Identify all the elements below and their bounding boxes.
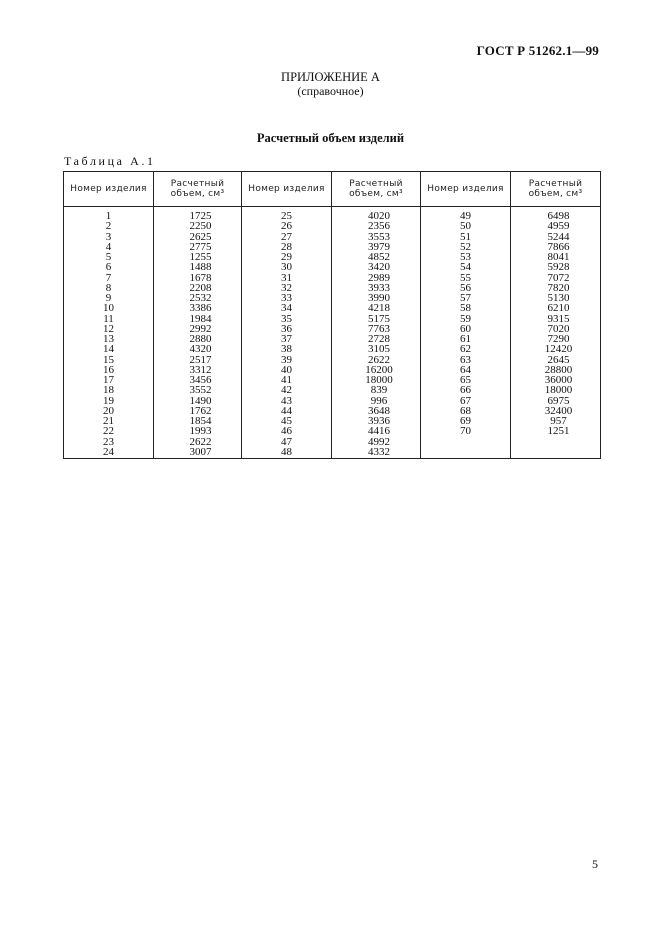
item-number-cell: 40 — [242, 365, 332, 375]
item-number-cell: 9 — [64, 293, 154, 303]
item-number-cell: 10 — [64, 303, 154, 313]
item-number-cell: 6 — [64, 262, 154, 272]
table-row — [64, 426, 601, 436]
item-number-cell: 34 — [242, 303, 332, 313]
table-row — [64, 262, 601, 272]
item-number-cell: 33 — [242, 293, 332, 303]
item-number-cell: 35 — [242, 314, 332, 324]
volume-cell: 1678 — [154, 273, 242, 283]
volume-cell: 4218 — [332, 303, 421, 313]
table-row — [64, 416, 601, 426]
volume-cell: 3312 — [154, 365, 242, 375]
item-number-cell: 67 — [421, 396, 511, 406]
table-label: Таблица А.1 — [64, 154, 156, 168]
volume-table — [63, 171, 601, 459]
document-code: ГОСТ Р 51262.1—99 — [476, 43, 599, 58]
appendix-title: ПРИЛОЖЕНИЕ А — [281, 70, 380, 84]
item-number-cell: 31 — [242, 273, 332, 283]
item-number-cell: 22 — [64, 426, 154, 436]
table-row — [64, 406, 601, 416]
volume-cell: 28800 — [511, 365, 601, 375]
item-number-cell: 41 — [242, 375, 332, 385]
table-row — [64, 334, 601, 344]
item-number-cell: 30 — [242, 262, 332, 272]
item-number-cell: 48 — [242, 447, 332, 459]
volume-cell: 3990 — [332, 293, 421, 303]
item-number-cell: 70 — [421, 426, 511, 436]
volume-cell: 3936 — [332, 416, 421, 426]
item-number-cell: 7 — [64, 273, 154, 283]
item-number-cell: 23 — [64, 437, 154, 447]
volume-cell: 12420 — [511, 344, 601, 354]
volume-cell: 4020 — [332, 207, 421, 222]
item-number-cell: 15 — [64, 355, 154, 365]
item-number-cell: 57 — [421, 293, 511, 303]
item-number-cell: 63 — [421, 355, 511, 365]
item-number-cell: 17 — [64, 375, 154, 385]
item-number-cell: 50 — [421, 221, 511, 231]
volume-cell: 18000 — [511, 385, 601, 395]
item-number-cell: 5 — [64, 252, 154, 262]
item-number-cell: 37 — [242, 334, 332, 344]
table-row — [64, 221, 601, 231]
volume-cell: 7820 — [511, 283, 601, 293]
volume-cell: 4992 — [332, 437, 421, 447]
item-number-cell: 59 — [421, 314, 511, 324]
item-number-cell: 21 — [64, 416, 154, 426]
volume-cell — [511, 447, 601, 459]
column-header: Расчетный объем, см³ — [154, 172, 242, 207]
item-number-cell: 25 — [242, 207, 332, 222]
table-row — [64, 252, 601, 262]
volume-cell: 3105 — [332, 344, 421, 354]
volume-cell: 5130 — [511, 293, 601, 303]
column-header: Номер изделия — [242, 172, 332, 207]
item-number-cell: 28 — [242, 242, 332, 252]
volume-cell: 36000 — [511, 375, 601, 385]
item-number-cell: 27 — [242, 232, 332, 242]
volume-cell: 2356 — [332, 221, 421, 231]
volume-cell: 18000 — [332, 375, 421, 385]
item-number-cell: 20 — [64, 406, 154, 416]
table-row — [64, 232, 601, 242]
item-number-cell: 32 — [242, 283, 332, 293]
table-row — [64, 344, 601, 354]
table-row — [64, 324, 601, 334]
table-row — [64, 207, 601, 222]
volume-cell: 1762 — [154, 406, 242, 416]
volume-cell: 957 — [511, 416, 601, 426]
volume-cell: 2625 — [154, 232, 242, 242]
table-row — [64, 293, 601, 303]
table-row — [64, 437, 601, 447]
item-number-cell: 52 — [421, 242, 511, 252]
volume-cell: 3420 — [332, 262, 421, 272]
volume-cell: 6498 — [511, 207, 601, 222]
volume-cell: 2728 — [332, 334, 421, 344]
volume-cell: 2622 — [154, 437, 242, 447]
item-number-cell: 2 — [64, 221, 154, 231]
volume-cell: 7290 — [511, 334, 601, 344]
volume-cell: 16200 — [332, 365, 421, 375]
item-number-cell: 3 — [64, 232, 154, 242]
item-number-cell: 8 — [64, 283, 154, 293]
volume-cell — [511, 437, 601, 447]
item-number-cell: 39 — [242, 355, 332, 365]
item-number-cell: 56 — [421, 283, 511, 293]
volume-cell: 3007 — [154, 447, 242, 459]
volume-cell: 2989 — [332, 273, 421, 283]
column-header: Номер изделия — [421, 172, 511, 207]
volume-cell: 2250 — [154, 221, 242, 231]
volume-cell: 1255 — [154, 252, 242, 262]
volume-cell: 4332 — [332, 447, 421, 459]
volume-cell: 3456 — [154, 375, 242, 385]
item-number-cell: 62 — [421, 344, 511, 354]
table-row — [64, 355, 601, 365]
item-number-cell — [421, 437, 511, 447]
item-number-cell: 19 — [64, 396, 154, 406]
table-row — [64, 365, 601, 375]
volume-cell: 7763 — [332, 324, 421, 334]
table-row — [64, 396, 601, 406]
item-number-cell: 49 — [421, 207, 511, 222]
column-header: Расчетный объем, см³ — [332, 172, 421, 207]
item-number-cell: 4 — [64, 242, 154, 252]
volume-cell: 9315 — [511, 314, 601, 324]
volume-cell: 3648 — [332, 406, 421, 416]
volume-cell: 2880 — [154, 334, 242, 344]
item-number-cell: 14 — [64, 344, 154, 354]
volume-cell: 2775 — [154, 242, 242, 252]
page-number: 5 — [592, 857, 598, 871]
table-row — [64, 273, 601, 283]
item-number-cell: 55 — [421, 273, 511, 283]
item-number-cell: 60 — [421, 324, 511, 334]
volume-cell: 3979 — [332, 242, 421, 252]
item-number-cell: 54 — [421, 262, 511, 272]
item-number-cell: 42 — [242, 385, 332, 395]
volume-cell: 4416 — [332, 426, 421, 436]
volume-cell: 2517 — [154, 355, 242, 365]
volume-cell: 4959 — [511, 221, 601, 231]
item-number-cell: 61 — [421, 334, 511, 344]
item-number-cell: 58 — [421, 303, 511, 313]
item-number-cell: 64 — [421, 365, 511, 375]
table-row — [64, 375, 601, 385]
volume-cell: 1984 — [154, 314, 242, 324]
item-number-cell: 16 — [64, 365, 154, 375]
table-row — [64, 242, 601, 252]
volume-cell: 2208 — [154, 283, 242, 293]
item-number-cell: 66 — [421, 385, 511, 395]
table-row — [64, 385, 601, 395]
volume-cell: 996 — [332, 396, 421, 406]
item-number-cell: 26 — [242, 221, 332, 231]
table-row — [64, 303, 601, 313]
item-number-cell: 38 — [242, 344, 332, 354]
item-number-cell: 24 — [64, 447, 154, 459]
table-row — [64, 283, 601, 293]
table-body — [64, 207, 601, 459]
item-number-cell: 1 — [64, 207, 154, 222]
item-number-cell: 43 — [242, 396, 332, 406]
item-number-cell: 68 — [421, 406, 511, 416]
volume-cell: 3933 — [332, 283, 421, 293]
volume-cell: 7866 — [511, 242, 601, 252]
volume-cell: 3386 — [154, 303, 242, 313]
volume-cell: 2532 — [154, 293, 242, 303]
volume-cell: 1725 — [154, 207, 242, 222]
table-row — [64, 314, 601, 324]
column-header: Номер изделия — [64, 172, 154, 207]
item-number-cell: 53 — [421, 252, 511, 262]
item-number-cell: 69 — [421, 416, 511, 426]
volume-cell: 2622 — [332, 355, 421, 365]
item-number-cell: 47 — [242, 437, 332, 447]
volume-cell: 4320 — [154, 344, 242, 354]
item-number-cell: 46 — [242, 426, 332, 436]
item-number-cell: 18 — [64, 385, 154, 395]
volume-cell: 7020 — [511, 324, 601, 334]
column-header: Расчетный объем, см³ — [511, 172, 601, 207]
appendix-subtitle: (справочное) — [297, 84, 364, 98]
item-number-cell: 36 — [242, 324, 332, 334]
volume-cell: 5175 — [332, 314, 421, 324]
item-number-cell: 44 — [242, 406, 332, 416]
item-number-cell: 65 — [421, 375, 511, 385]
item-number-cell: 45 — [242, 416, 332, 426]
volume-cell: 1251 — [511, 426, 601, 436]
volume-cell: 2645 — [511, 355, 601, 365]
volume-cell: 8041 — [511, 252, 601, 262]
volume-cell: 839 — [332, 385, 421, 395]
volume-cell: 4852 — [332, 252, 421, 262]
item-number-cell: 12 — [64, 324, 154, 334]
volume-cell: 32400 — [511, 406, 601, 416]
item-number-cell: 13 — [64, 334, 154, 344]
table-header-row — [64, 172, 601, 207]
volume-cell: 1488 — [154, 262, 242, 272]
volume-cell: 6975 — [511, 396, 601, 406]
volume-cell: 1490 — [154, 396, 242, 406]
volume-cell: 3552 — [154, 385, 242, 395]
item-number-cell: 11 — [64, 314, 154, 324]
volume-cell: 3553 — [332, 232, 421, 242]
volume-cell: 7072 — [511, 273, 601, 283]
item-number-cell: 29 — [242, 252, 332, 262]
volume-cell: 1854 — [154, 416, 242, 426]
table-row — [64, 447, 601, 459]
item-number-cell — [421, 447, 511, 459]
volume-cell: 2992 — [154, 324, 242, 334]
volume-cell: 5244 — [511, 232, 601, 242]
volume-cell: 6210 — [511, 303, 601, 313]
volume-cell: 1993 — [154, 426, 242, 436]
item-number-cell: 51 — [421, 232, 511, 242]
volume-cell: 5928 — [511, 262, 601, 272]
table-heading: Расчетный объем изделий — [256, 131, 405, 145]
